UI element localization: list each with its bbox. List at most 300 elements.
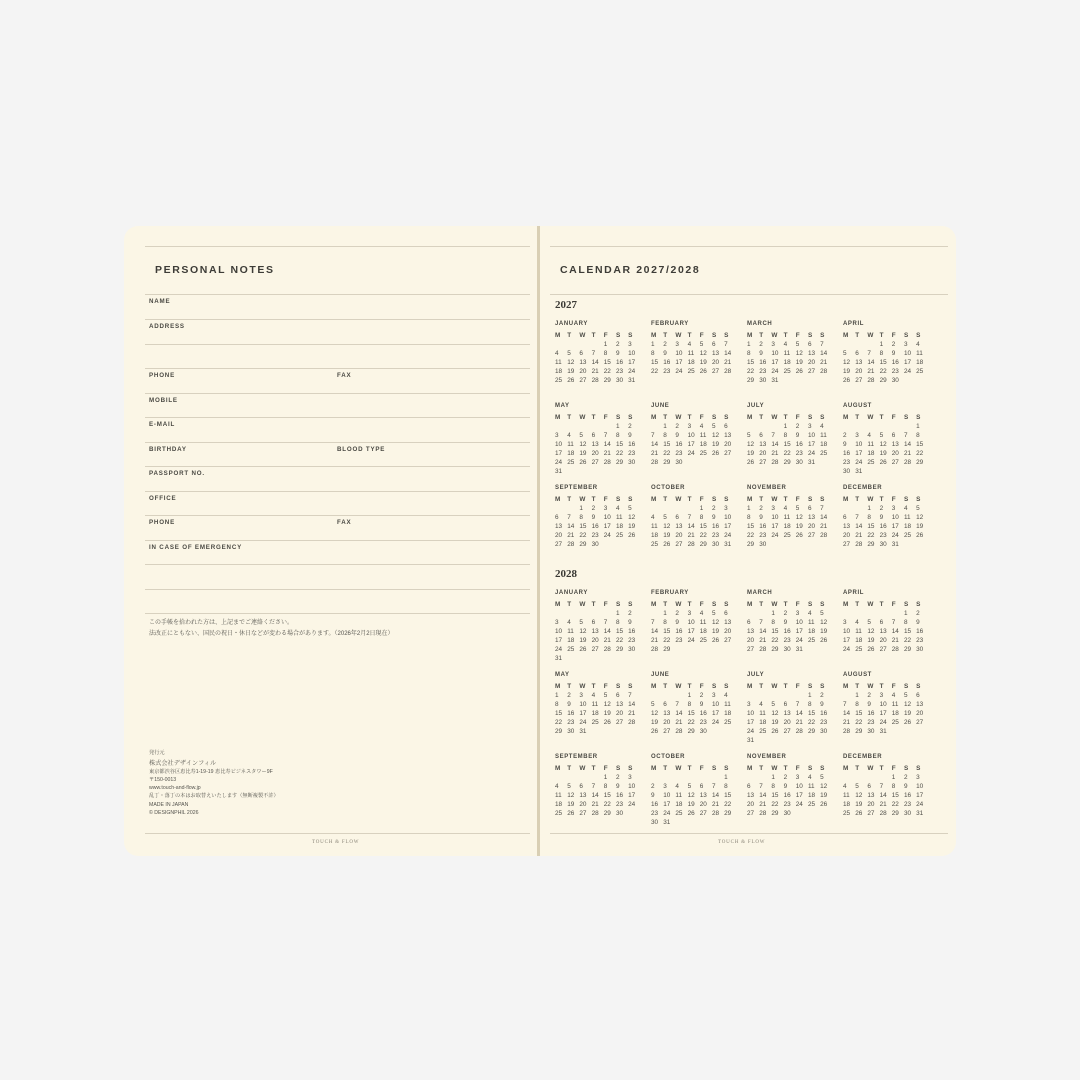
blank-day <box>592 609 604 618</box>
day-cell: 12 <box>867 628 875 635</box>
day-cell: 29 <box>747 377 755 384</box>
day-cell: 6 <box>855 350 859 357</box>
rule <box>145 294 530 295</box>
blank-day <box>712 773 724 782</box>
weekday-header: F <box>795 496 800 503</box>
weekday-header: W <box>867 496 874 503</box>
brand-logo: TOUCH & FLOW <box>312 840 360 845</box>
day-cell: 26 <box>567 377 575 384</box>
day-cell: 16 <box>903 792 912 799</box>
day-cell: 9 <box>916 619 920 626</box>
day-cell: 11 <box>807 783 815 790</box>
weekday-header: S <box>807 332 813 339</box>
day-cell: 16 <box>711 523 720 530</box>
day-cell: 16 <box>567 710 575 717</box>
weekday-header: W <box>579 496 586 503</box>
day-grid <box>843 331 931 385</box>
day-cell: 18 <box>651 532 659 539</box>
day-cell: 16 <box>759 523 767 530</box>
weekday-header: S <box>916 765 921 772</box>
month-calendar <box>555 754 643 818</box>
day-grid <box>747 495 835 549</box>
month-name: APRIL <box>843 321 864 327</box>
day-cell: 1 <box>783 423 788 430</box>
day-cell: 14 <box>591 792 599 799</box>
day-cell: 27 <box>807 532 816 539</box>
day-cell: 21 <box>795 719 803 726</box>
weekday-header: M <box>651 414 657 421</box>
month-name: JANUARY <box>555 321 588 327</box>
field-line[interactable] <box>145 368 530 369</box>
day-cell: 7 <box>795 701 800 708</box>
weekday-header: T <box>879 496 884 503</box>
day-cell: 1 <box>603 341 608 348</box>
day-cell: 2 <box>591 505 596 512</box>
weekday-header: M <box>555 601 561 608</box>
day-cell: 30 <box>628 646 636 653</box>
weekday-header: T <box>591 414 596 421</box>
day-cell: 7 <box>675 701 679 708</box>
day-cell: 4 <box>807 774 812 781</box>
day-cell: 4 <box>699 423 704 430</box>
day-cell: 20 <box>867 801 875 808</box>
day-cell: 28 <box>603 646 611 653</box>
day-cell: 28 <box>724 368 732 375</box>
day-cell: 4 <box>567 619 571 626</box>
weekday-header: F <box>795 765 800 772</box>
day-cell: 14 <box>603 628 611 635</box>
day-cell: 16 <box>675 441 683 448</box>
weekday-header: S <box>615 414 621 421</box>
day-cell: 26 <box>579 459 587 466</box>
month-calendar <box>843 590 931 654</box>
day-cell: 17 <box>771 359 779 366</box>
blank-day <box>579 609 591 618</box>
weekday-header: W <box>675 414 682 421</box>
weekday-header: M <box>843 683 849 690</box>
day-cell: 3 <box>687 610 692 617</box>
day-cell: 26 <box>567 810 575 817</box>
day-cell: 21 <box>759 637 767 644</box>
day-cell: 9 <box>843 441 847 448</box>
field-line[interactable] <box>145 540 530 541</box>
blank-day <box>855 504 867 513</box>
day-cell: 21 <box>687 532 695 539</box>
day-cell: 18 <box>891 710 899 717</box>
day-cell: 20 <box>879 637 887 644</box>
day-cell: 28 <box>628 719 636 726</box>
weekday-header: F <box>699 332 704 339</box>
day-cell: 4 <box>555 350 559 357</box>
day-cell: 3 <box>916 774 920 781</box>
day-cell: 15 <box>867 523 875 530</box>
blank-day <box>663 773 675 782</box>
blank-day <box>675 691 687 700</box>
weekday-header: M <box>651 683 657 690</box>
weekday-header: W <box>579 332 586 339</box>
day-cell: 21 <box>891 637 899 644</box>
day-cell: 16 <box>628 628 636 635</box>
weekday-header: W <box>675 601 682 608</box>
day-cell: 5 <box>795 505 800 512</box>
blank-day <box>759 609 771 618</box>
day-cell: 6 <box>579 350 583 357</box>
day-cell: 7 <box>867 350 871 357</box>
weekday-header: T <box>687 414 692 421</box>
blank-day <box>555 340 567 349</box>
day-cell: 6 <box>579 783 583 790</box>
day-cell: 23 <box>759 368 767 375</box>
day-cell: 19 <box>747 450 755 457</box>
month-name: JULY <box>747 403 765 409</box>
day-cell: 1 <box>916 423 920 430</box>
day-cell: 16 <box>615 792 624 799</box>
day-cell: 11 <box>724 701 731 708</box>
day-cell: 25 <box>916 368 924 375</box>
day-cell: 5 <box>747 432 751 439</box>
day-cell: 5 <box>795 341 800 348</box>
field-line[interactable] <box>145 613 530 614</box>
day-cell: 11 <box>687 350 695 357</box>
field-line[interactable] <box>145 491 530 492</box>
weekday-header: T <box>855 414 860 421</box>
day-cell: 16 <box>783 792 791 799</box>
day-cell: 14 <box>867 359 875 366</box>
day-cell: 12 <box>687 792 695 799</box>
day-cell: 12 <box>855 792 863 799</box>
day-cell: 29 <box>687 728 695 735</box>
day-cell: 14 <box>903 441 912 448</box>
weekday-header: W <box>867 683 874 690</box>
day-cell: 25 <box>843 810 851 817</box>
day-cell: 16 <box>867 710 875 717</box>
blank-day <box>880 773 892 782</box>
day-cell: 30 <box>675 459 683 466</box>
day-cell: 2 <box>615 774 620 781</box>
day-cell: 2 <box>675 423 679 430</box>
weekday-header: T <box>567 414 572 421</box>
day-cell: 6 <box>724 610 728 617</box>
day-cell: 29 <box>699 541 707 548</box>
day-cell: 28 <box>591 377 599 384</box>
weekday-header: W <box>579 601 586 608</box>
day-cell: 26 <box>879 459 887 466</box>
weekday-header: T <box>759 414 764 421</box>
field-line[interactable] <box>145 515 530 516</box>
day-cell: 7 <box>771 432 775 439</box>
day-cell: 13 <box>759 441 767 448</box>
day-cell: 16 <box>891 359 899 366</box>
day-cell: 28 <box>843 728 851 735</box>
day-cell: 1 <box>651 341 655 348</box>
day-cell: 13 <box>916 701 924 708</box>
day-cell: 20 <box>807 359 816 366</box>
day-cell: 17 <box>771 523 779 530</box>
month-calendar <box>747 403 835 467</box>
day-cell: 20 <box>843 532 851 539</box>
day-cell: 2 <box>711 505 716 512</box>
day-cell: 23 <box>675 637 683 644</box>
weekday-header: F <box>699 414 704 421</box>
day-cell: 6 <box>724 423 728 430</box>
weekday-header: T <box>567 765 572 772</box>
day-cell: 3 <box>687 423 692 430</box>
day-cell: 16 <box>843 450 851 457</box>
day-cell: 31 <box>663 819 671 826</box>
day-cell: 4 <box>724 692 728 699</box>
day-cell: 20 <box>747 637 755 644</box>
day-cell: 5 <box>663 514 667 521</box>
day-cell: 25 <box>867 459 875 466</box>
day-cell: 7 <box>724 341 728 348</box>
day-cell: 13 <box>867 792 875 799</box>
blank-day <box>675 773 687 782</box>
day-cell: 24 <box>555 646 563 653</box>
day-cell: 29 <box>615 459 624 466</box>
weekday-header: T <box>783 765 788 772</box>
day-cell: 21 <box>771 450 779 457</box>
day-cell: 12 <box>879 441 887 448</box>
day-cell: 5 <box>771 701 775 708</box>
blank-day <box>855 422 867 431</box>
weekday-header: M <box>555 332 561 339</box>
day-cell: 21 <box>675 719 683 726</box>
day-grid <box>843 495 931 549</box>
day-cell: 11 <box>820 432 827 439</box>
weekday-header: T <box>687 332 692 339</box>
day-cell: 1 <box>747 341 751 348</box>
day-cell: 13 <box>711 350 720 357</box>
day-cell: 25 <box>807 801 816 808</box>
field-line[interactable] <box>145 393 530 394</box>
weekday-header: S <box>820 496 825 503</box>
day-cell: 13 <box>579 359 587 366</box>
day-cell: 9 <box>795 432 800 439</box>
day-cell: 11 <box>567 628 574 635</box>
day-cell: 30 <box>867 728 875 735</box>
day-cell: 20 <box>759 450 767 457</box>
blank-day <box>663 504 675 513</box>
weekday-header: M <box>747 601 753 608</box>
field-line[interactable] <box>145 564 530 565</box>
blank-day <box>855 773 867 782</box>
day-cell: 15 <box>687 710 695 717</box>
day-grid <box>843 413 931 476</box>
day-cell: 20 <box>891 450 899 457</box>
day-cell: 1 <box>855 692 859 699</box>
day-cell: 8 <box>687 701 692 708</box>
day-cell: 3 <box>555 432 559 439</box>
day-cell: 5 <box>567 783 571 790</box>
day-cell: 10 <box>771 514 779 521</box>
day-cell: 15 <box>747 523 755 530</box>
day-cell: 14 <box>651 628 659 635</box>
day-cell: 6 <box>699 783 704 790</box>
weekday-header: T <box>783 496 788 503</box>
day-cell: 18 <box>916 359 924 366</box>
day-cell: 12 <box>747 441 755 448</box>
day-cell: 3 <box>579 692 583 699</box>
field-line[interactable] <box>145 466 530 467</box>
weekday-header: W <box>867 332 874 339</box>
day-grid <box>555 764 643 818</box>
day-cell: 28 <box>879 810 887 817</box>
day-cell: 11 <box>783 350 791 357</box>
month-name: MARCH <box>747 590 773 596</box>
day-cell: 18 <box>675 801 683 808</box>
day-cell: 27 <box>711 368 720 375</box>
day-cell: 19 <box>663 532 671 539</box>
day-cell: 31 <box>628 377 636 384</box>
day-cell: 25 <box>615 532 624 539</box>
field-label-office: OFFICE <box>149 495 177 502</box>
day-cell: 26 <box>663 541 671 548</box>
blank-day <box>651 422 663 431</box>
day-cell: 20 <box>916 710 924 717</box>
day-grid <box>843 682 931 736</box>
weekday-header: W <box>771 765 778 772</box>
field-line[interactable] <box>145 344 530 345</box>
day-cell: 2 <box>675 610 679 617</box>
day-grid <box>555 413 643 476</box>
day-cell: 8 <box>771 619 775 626</box>
day-cell: 10 <box>555 628 563 635</box>
day-cell: 31 <box>807 459 816 466</box>
field-line[interactable] <box>145 319 530 320</box>
month-calendar <box>651 590 739 654</box>
day-cell: 20 <box>855 368 863 375</box>
day-cell: 26 <box>867 646 875 653</box>
day-cell: 1 <box>771 610 775 617</box>
day-cell: 15 <box>603 359 611 366</box>
day-cell: 21 <box>603 450 611 457</box>
day-cell: 31 <box>555 655 563 662</box>
month-name: AUGUST <box>843 403 872 409</box>
day-cell: 15 <box>855 710 863 717</box>
day-cell: 4 <box>555 783 559 790</box>
day-cell: 20 <box>663 719 671 726</box>
day-cell: 27 <box>843 541 851 548</box>
day-cell: 28 <box>567 541 575 548</box>
weekday-header: F <box>795 332 800 339</box>
month-calendar <box>747 590 835 654</box>
day-cell: 19 <box>687 801 695 808</box>
field-line[interactable] <box>145 589 530 590</box>
brand-logo: TOUCH & FLOW <box>718 840 766 845</box>
day-cell: 2 <box>903 774 908 781</box>
day-cell: 17 <box>916 792 924 799</box>
day-cell: 2 <box>916 610 920 617</box>
weekday-header: W <box>771 683 778 690</box>
day-cell: 11 <box>807 619 815 626</box>
day-cell: 20 <box>711 359 720 366</box>
field-line[interactable] <box>145 442 530 443</box>
day-cell: 19 <box>855 801 863 808</box>
day-cell: 20 <box>555 532 563 539</box>
day-cell: 23 <box>591 532 599 539</box>
day-cell: 12 <box>771 710 779 717</box>
day-cell: 22 <box>903 637 912 644</box>
page-title: PERSONAL NOTES <box>155 264 275 276</box>
field-label-address: ADDRESS <box>149 323 185 330</box>
day-cell: 30 <box>916 646 924 653</box>
day-cell: 8 <box>615 619 620 626</box>
day-cell: 18 <box>591 710 599 717</box>
day-cell: 15 <box>663 628 671 635</box>
day-cell: 20 <box>724 628 732 635</box>
day-cell: 18 <box>783 523 791 530</box>
day-cell: 17 <box>843 637 851 644</box>
month-calendar <box>651 672 739 736</box>
day-cell: 3 <box>879 692 884 699</box>
weekday-header: T <box>663 414 668 421</box>
blank-day <box>747 691 759 700</box>
day-cell: 24 <box>603 532 611 539</box>
blank-day <box>567 422 579 431</box>
day-cell: 12 <box>711 619 720 626</box>
weekday-header: F <box>891 765 896 772</box>
weekday-header: T <box>567 332 572 339</box>
blank-day <box>796 691 808 700</box>
day-cell: 27 <box>747 646 755 653</box>
day-cell: 30 <box>615 377 624 384</box>
day-cell: 15 <box>615 441 624 448</box>
day-cell: 17 <box>903 359 912 366</box>
day-cell: 27 <box>879 646 887 653</box>
day-cell: 20 <box>747 801 755 808</box>
day-cell: 19 <box>795 523 803 530</box>
day-cell: 26 <box>628 532 636 539</box>
day-cell: 13 <box>724 619 732 626</box>
day-cell: 21 <box>879 801 887 808</box>
day-cell: 23 <box>795 450 803 457</box>
day-cell: 8 <box>891 783 896 790</box>
month-name: JANUARY <box>555 590 588 596</box>
weekday-header: F <box>699 496 704 503</box>
day-cell: 14 <box>628 701 636 708</box>
day-cell: 19 <box>903 710 912 717</box>
day-cell: 8 <box>615 432 620 439</box>
day-cell: 10 <box>747 710 755 717</box>
day-cell: 9 <box>663 350 667 357</box>
day-cell: 12 <box>711 432 720 439</box>
field-line[interactable] <box>145 417 530 418</box>
day-cell: 12 <box>651 710 659 717</box>
day-cell: 2 <box>615 341 620 348</box>
day-cell: 25 <box>855 646 863 653</box>
month-calendar <box>651 403 739 467</box>
day-cell: 23 <box>820 719 828 726</box>
day-cell: 11 <box>699 619 707 626</box>
day-cell: 24 <box>579 719 587 726</box>
day-cell: 15 <box>771 792 779 799</box>
weekday-header: F <box>891 496 896 503</box>
day-cell: 23 <box>628 637 636 644</box>
weekday-header: T <box>663 601 668 608</box>
day-cell: 12 <box>699 350 707 357</box>
weekday-header: S <box>916 683 921 690</box>
weekday-header: T <box>759 601 764 608</box>
day-cell: 19 <box>579 637 587 644</box>
day-cell: 7 <box>628 692 632 699</box>
day-cell: 27 <box>724 450 732 457</box>
weekday-header: W <box>579 414 586 421</box>
weekday-header: S <box>916 496 921 503</box>
day-cell: 22 <box>699 532 707 539</box>
day-cell: 24 <box>771 368 779 375</box>
day-cell: 13 <box>891 441 899 448</box>
day-cell: 24 <box>628 801 636 808</box>
